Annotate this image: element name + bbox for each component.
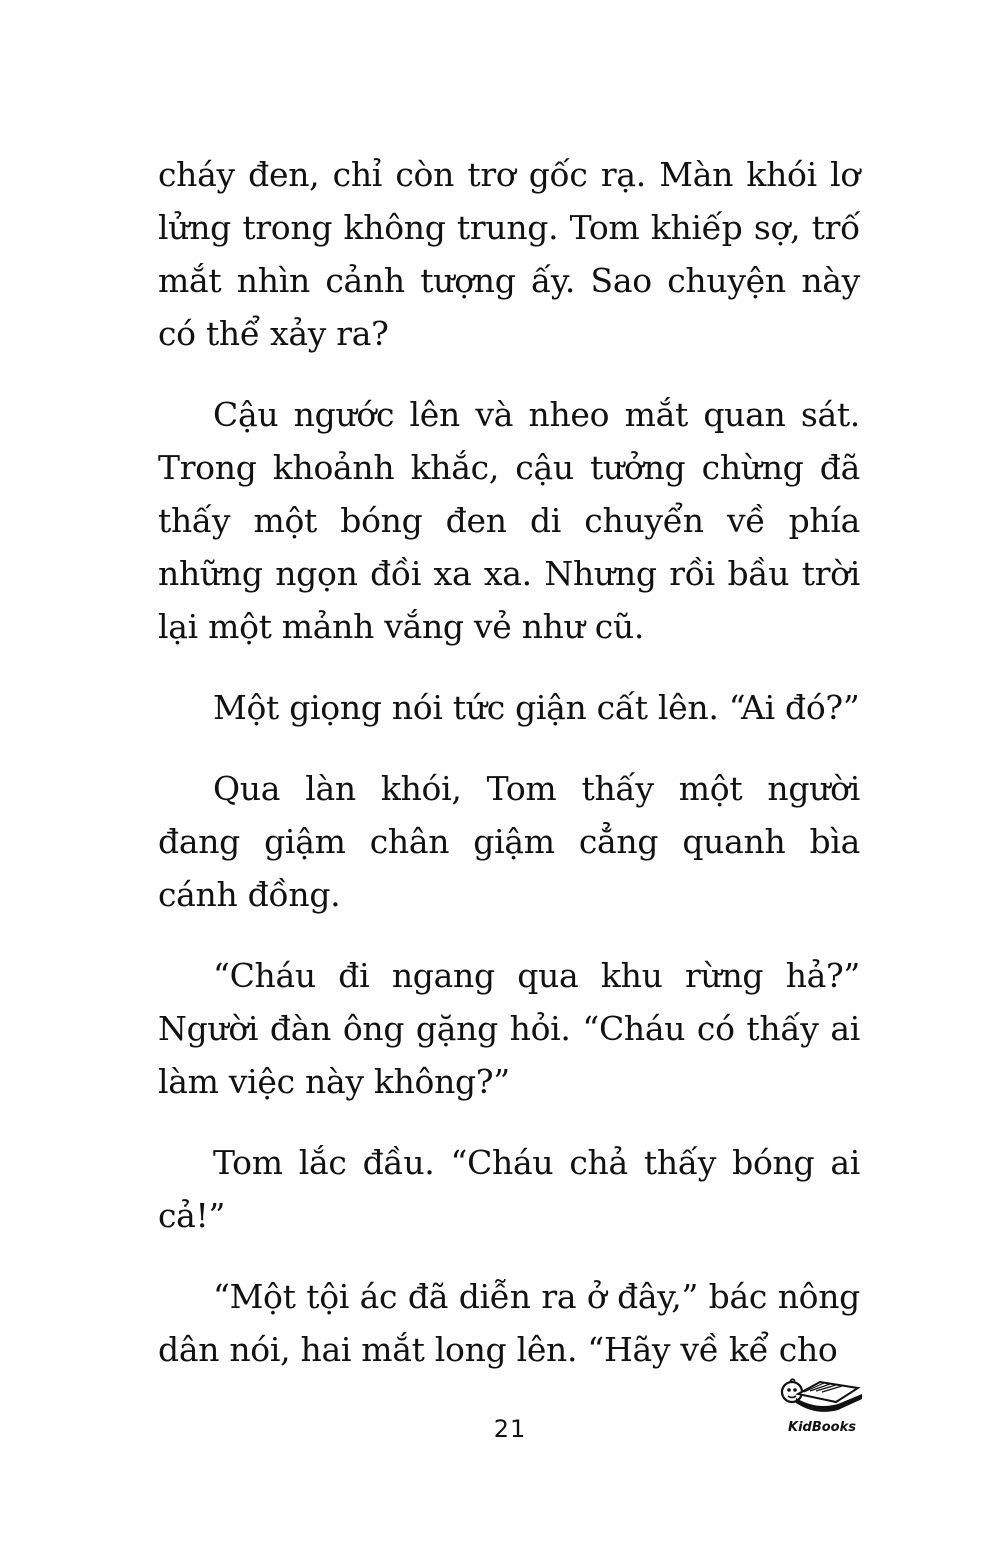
book-mascot-icon	[776, 1372, 868, 1420]
body-text	[158, 148, 860, 1404]
paragraph-4: Qua làn khói, Tom thấy một người đang giậm chân giậm cẳng quanh bìa cánh đồng.	[158, 769, 860, 914]
paragraph-7: “Một tội ác đã diễn ra ở đây,” bác nông dân nói, hai mắt long lên. “Hãy về kể cho	[158, 1277, 860, 1369]
publisher-logo	[776, 1372, 868, 1444]
publisher-logo-text: KidBooks	[788, 1420, 856, 1435]
paragraph-5: “Cháu đi ngang qua khu rừng hả?” Người đàn ông gặng hỏi. “Cháu có thấy ai làm việc này không?”	[158, 956, 860, 1101]
paragraph-2: Cậu ngước lên và nheo mắt quan sát. Trong khoảnh khắc, cậu tưởng chừng đã thấy một bóng đen di chuyển về phía những ngọn đồi xa xa. Nhưng rồi bầu trời lại một mảnh vắng vẻ như cũ.	[158, 395, 860, 646]
page-number: 21	[493, 1415, 527, 1443]
paragraph-1: cháy đen, chỉ còn trơ gốc rạ. Màn khói lơ lửng trong không trung. Tom khiếp sợ, trố mắt nhìn cảnh tượng ấy. Sao chuyện này có thể xảy ra?	[158, 155, 860, 353]
paragraph-3: Một giọng nói tức giận cất lên. “Ai đó?”	[213, 688, 860, 727]
paragraph-6: Tom lắc đầu. “Cháu chả thấy bóng ai cả!”	[158, 1143, 860, 1235]
